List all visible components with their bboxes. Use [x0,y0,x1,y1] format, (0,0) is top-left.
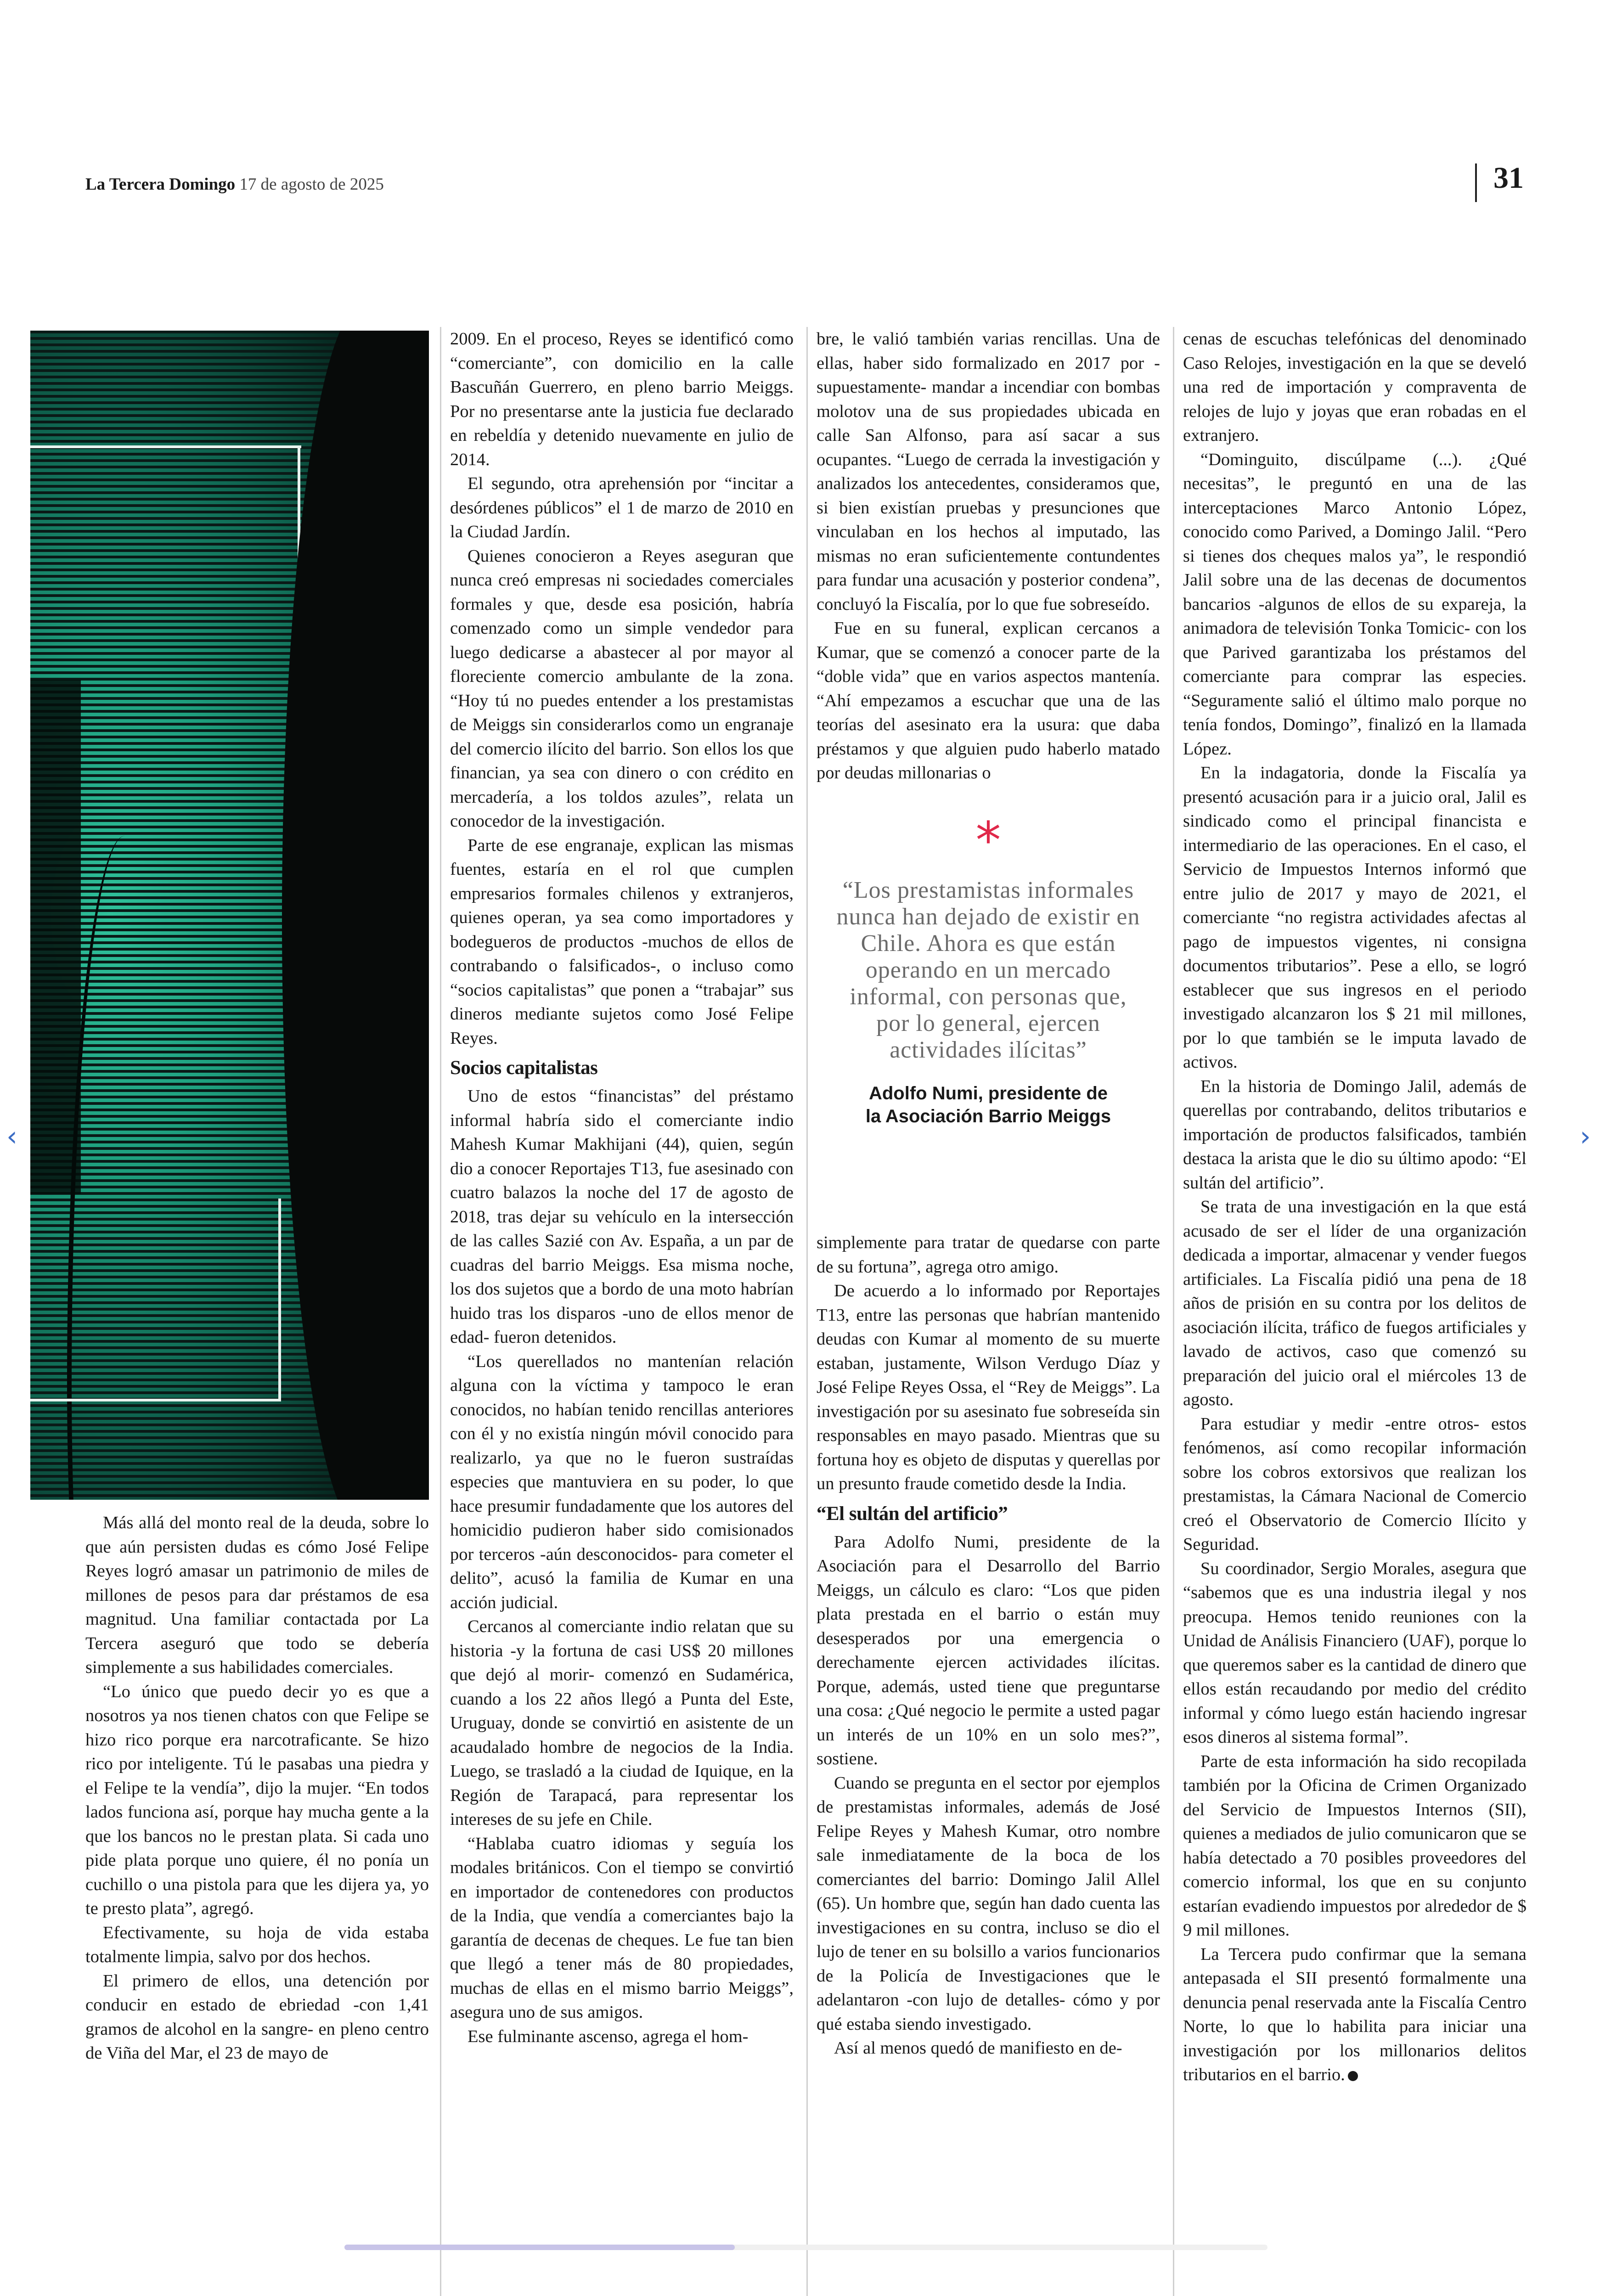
paragraph: bre, le valió también varias rencillas. Una de ellas, haber sido formalizado en 2017 por -supuestamente- mandar a incendiar con bombas molotov una de sus propiedades ubicada en calle San Alfonso, para así sacar a sus ocupantes. “Luego de cerrada la investigación y analizados los antecedentes, consideramos que, si bien existían pruebas y presunciones que vinculaban en los hechos al imputado, las mismas no eran suficientemente contundentes para fundar una acusación y posterior condena”, concluyó la Fiscalía, por lo que fue sobreseído. [817,329,1160,614]
article-photo [30,331,429,1500]
attribution-line: la Asociación Barrio Meiggs [865,1106,1111,1126]
paragraph [1183,1942,1527,2087]
paragraph: Para Adolfo Numi, presidente de la Asociación para el Desarrollo del Barrio Meiggs, un cálculo es claro: “Los que piden plata prestada en el barrio o están muy desesperados por una emergencia o derechamente ejercen actividades ilícitas. Porque, además, usted tiene que preguntarse una cosa: ¿Qué negocio le permite a usted pagar un interés de un 10% en un solo mes?”, sostiene. [817,1532,1160,1768]
paragraph: 2009. En el proceso, Reyes se identificó como “comerciante”, con domicilio en la calle Bascuñán Guerrero, en pleno barrio Meiggs. Por no presentarse ante la justicia fue declarado en rebeldía y detenido nuevamente en julio de 2014. [450,329,794,469]
asterisk-icon: * [975,811,1001,870]
paragraph: El primero de ellos, una detención por conducir en estado de ebriedad -con 1,41 gramos de alcohol en la sangre- en pleno centro de Viña del Mar, el 23 de mayo de [85,1971,429,2063]
end-of-article-icon [1348,2071,1358,2081]
paragraph: Efectivamente, su hoja de vida estaba totalmente limpia, salvo por dos hechos. [85,1923,429,1966]
paragraph: En la historia de Domingo Jalil, además de querellas por contrabando, delitos tributarios e importación de productos falsificados, también destaca la arista que le dio su último apodo: “El sultán del artificio”. [1183,1076,1527,1193]
paragraph: Para estudiar y medir -entre otros- estos fenómenos, así como recopilar información sobre los cobros extorsivos que realizan los prestamistas, la Cámara Nacional de Comercio creó el Observatorio de Comercio Ilícito y Seguridad. [1183,1414,1527,1554]
paragraph: Más allá del monto real de la deuda, sobre lo que aún persisten dudas es cómo José Felipe Reyes logró amasar un patrimonio de miles de millones de pesos para dar préstamos de esa magnitud. Una familiar contactada por La Tercera aseguró que todo se debería simplemente a sus habilidades comerciales. [85,1513,429,1677]
pull-quote-attribution [817,1082,1160,1128]
paragraph: simplemente para tratar de quedarse con parte de su fortuna”, agrega otro amigo. [817,1233,1160,1277]
article-column-4 [1183,327,1527,2087]
scrollbar-thumb[interactable] [344,2245,735,2250]
paragraph: Quienes conocieron a Reyes aseguran que nunca creó empresas ni sociedades comerciales formales y que, desde esa posición, habría comenzado como un simple vendedor para luego dedicarse a abastecer al por mayor al floreciente comercio ambulante de la zona. “Hoy tú no puedes entender a los prestamistas de Meiggs sin considerarlos como un engranaje del comercio ilícito del barrio. Son ellos los que financian, ya sea con dinero o con crédito en mercadería, a los toldos azules”, relata un conocedor de la investigación. [450,546,794,831]
paragraph: Uno de estos “financistas” del préstamo informal habría sido el comerciante indio Mahesh Kumar Makhijani (44), quien, según dio a conocer Reportajes T13, fue asesinado con cuatro balazos la noche del 17 de agosto de 2018, tras dejar su vehículo en la intersección de las calles Sazié con Av. España, a un par de cuadras del barrio Meiggs. Esa misma noche, los dos sujetos que a bordo de una moto habrían huido tras los disparos -uno de ellos menor de edad- fueron detenidos. [450,1086,794,1347]
photo-shadow [282,331,429,1500]
article-column-3-top [817,327,1160,791]
publication-name: La Tercera Domingo [85,175,236,194]
section-heading: “El sultán del artificio” [817,1503,1008,1525]
article-column-2 [450,327,794,2048]
paragraph: El segundo, otra aprehensión por “incitar a desórdenes públicos” el 1 de marzo de 2010 en la Ciudad Jardín. [450,474,794,541]
column-rule [440,327,441,2296]
pull-quote-text: “Los prestamistas informales nunca han dejado de existir en Chile. Ahora es que están operando en un mercado informal, con personas que, por lo general, ejercen actividades ilícitas” [836,877,1140,1063]
paragraph: Cercanos al comerciante indio relatan que su historia -y la fortuna de casi US$ 20 millones que dejó al morir- comenzó en Sudamérica, cuando a los 22 años llegó a Punta del Este, Uruguay, donde se convirtió en asistente de un acaudalado hombre de negocios de la India. Luego, se trasladó a la ciudad de Iquique, en la Región de Tarapacá, para representar los intereses de su jefe en Chile. [450,1617,794,1829]
attribution-line: Adolfo Numi, presidente de [868,1083,1108,1103]
paragraph: Parte de ese engranaje, explican las mismas fuentes, estaría en el rol que cumplen empresarios formales chilenos y extranjeros, quienes operan, ya sea como importadores y bodegueros de productos -muchos de ellos de contrabando o falsificados-, o incluso como “socios capitalistas” que ponen a “trabajar” sus dineros mediante sujetos como José Felipe Reyes. [450,835,794,1048]
paragraph: “Dominguito, discúlpame (...). ¿Qué necesitas”, le preguntó en una de las interceptaciones Marco Antonio López, conocido como Parived, a Domingo Jalil. “Pero si tienes dos cheques malos ya”, le respondió Jalil sobre una de las decenas de documentos bancarios -algunos de ellos de su expareja, la animadora de televisión Tonka Tomicic- con los que Parived garantizaba los préstamos del comerciante para comprar las especies. “Seguramente salió el último malo porque no tenía fondos, Domingo”, finalizó en la llamada López. [1183,450,1527,759]
page-header [85,174,384,194]
page-number-divider [1475,163,1477,202]
pull-quote [817,811,1160,1128]
article-column-3-bottom [817,1231,1160,2060]
column-rule [1173,327,1174,2296]
section-heading: Socios capitalistas [450,1057,598,1079]
paragraph: Cuando se pregunta en el sector por ejemplos de prestamistas informales, además de José Felipe Reyes y Mahesh Kumar, otro nombre sale inmediatamente de la boca de los comerciantes del barrio: Domingo Jalil Allel (65). Un hombre que, según han dado cuenta las investigaciones en su contra, incluso se dio el lujo de tener en su bolsillo a varios funcionarios de la Policía de Investigaciones que le adelantaron -con lujo de detalles- cómo y por qué estaba siendo investigado. [817,1773,1160,2034]
column-rule [806,327,808,2296]
page-number: 31 [1493,161,1524,195]
paragraph: Así al menos quedó de manifiesto en de- [834,2038,1122,2058]
paragraph: Ese fulminante ascenso, agrega el hom- [468,2026,749,2046]
photo-line-top [30,445,301,448]
paragraph: “Los querellados no mantenían relación alguna con la víctima y tampoco le eran conocidos, no habían tenido rencillas anteriores con él y no existía ningún móvil conocido para realizarlo, ya que no le fueron sustraídas especies que mantuviera en su poder, lo que hace presumir fundadamente que los autores del homicidio pudieron haber sido comisionados por terceros -aún desconocidos- para cometer el delito”, acusó la familia de Kumar en una acción judicial. [450,1351,794,1612]
publication-date: 17 de agosto de 2025 [239,175,384,194]
chevron-left-icon[interactable]: ‹ [6,1120,17,1153]
article-column-1 [85,1511,429,2065]
paragraph: De acuerdo a lo informado por Reportajes T13, entre las personas que habrían mantenido deudas con Kumar al momento de su muerte estaban, justamente, Wilson Verdugo Díaz y José Felipe Reyes Ossa, el “Rey de Meiggs”. La investigación por su asesinato fue sobreseída sin responsables en mayo pasado. Mientras que su fortuna hoy es objeto de disputas y querellas por un presunto fraude cometido desde la India. [817,1281,1160,1493]
paragraph: Su coordinador, Sergio Morales, asegura que “sabemos que es una industria ilegal y nos preocupa. Hemos tenido reuniones con la Unidad de Análisis Financiero (UAF), porque lo que queremos saber es la cantidad de dinero que ellos están recaudando por medio del crédito informal y cómo luego están haciendo ingresar esos dineros al sistema formal”. [1183,1559,1527,1747]
paragraph: Parte de esta información ha sido recopilada también por la Oficina de Crimen Organizado del Servicio de Impuestos Internos (SII), quienes a mediados de julio comunicaron que se había detectado a 70 posibles proveedores del comercio informal, los que en su conjunto estarían evadiendo impuestos por alrededor de $ 9 mil millones. [1183,1751,1527,1940]
paragraph: Se trata de una investigación en la que está acusado de ser el líder de una organización dedicada a importar, almacenar y vender fuegos artificiales. La Fiscalía pidió una pena de 18 años de prisión en su contra por los delitos de asociación ilícita, tráfico de fuegos artificiales y lavado de activos, caso que comenzó su preparación del juicio oral el miércoles 13 de agosto. [1183,1197,1527,1409]
last-paragraph-text: La Tercera pudo confirmar que la semana antepasada el SII presentó formalmente una denuncia penal reservada ante la Fiscalía Centro Norte, lo que lo habilita para iniciar una investigación por los millonarios delitos tributarios en el barrio. [1183,1944,1527,2084]
paragraph: “Lo único que puedo decir yo es que a nosotros ya nos tienen chatos con que Felipe se hizo rico porque era narcotraficante. Se hizo rico por inteligente. Tú le pasabas una piedra y el Felipe te la vendía”, dijo la mujer. “En todos lados funciona así, porque hay mucha gente a la que los bancos no le prestan plata. Si cada uno pide plata porque uno quiere, él no ponía un cuchillo o una pistola para que les dijera ya, yo te presto plata”, agregó. [85,1682,429,1918]
photo-line-bottom-v [278,1199,281,1401]
photo-dark-panel [30,680,81,1194]
paragraph: “Hablaba cuatro idiomas y seguía los modales británicos. Con el tiempo se convirtió en importador de contenedores con productos de la India, que vendía a comerciantes bajo la garantía de decenas de cheques. Le fue tan bien que llegó a tener más de 80 propiedades, muchas de ellas en el mismo barrio Meiggs”, asegura uno de sus amigos. [450,1834,794,2022]
chevron-right-icon[interactable]: › [1580,1120,1591,1153]
paragraph: cenas de escuchas telefónicas del denominado Caso Relojes, investigación en la que se develó una red de importación y compraventa de relojes de lujo y joyas que eran robadas en el extranjero. [1183,329,1527,445]
paragraph: En la indagatoria, donde la Fiscalía ya presentó acusación para ir a juicio oral, Jalil es sindicado como el principal financista e intermediario de las operaciones. En el caso, el Servicio de Impuestos Internos informó que entre julio de 2017 y mayo de 2021, el comerciante “no registra actividades afectas al pago de impuestos vigentes, ni consigna documentos tributarios”. Pese a ello, se logró establecer que sus ingresos en el periodo investigado alcanzaron los $ 21 mil millones, por lo que también se le imputa lavado de activos. [1183,763,1527,1072]
paragraph: Fue en su funeral, explican cercanos a Kumar, que se comenzó a conocer parte de la “doble vida” que en varios aspectos mantenía. “Ahí empezamos a escuchar que una de las teorías del asesinato era la usura: que daba préstamos y que alguien pudo haberlo matado por deudas millonarias o [817,619,1160,782]
photo-line-bottom [30,1399,281,1401]
